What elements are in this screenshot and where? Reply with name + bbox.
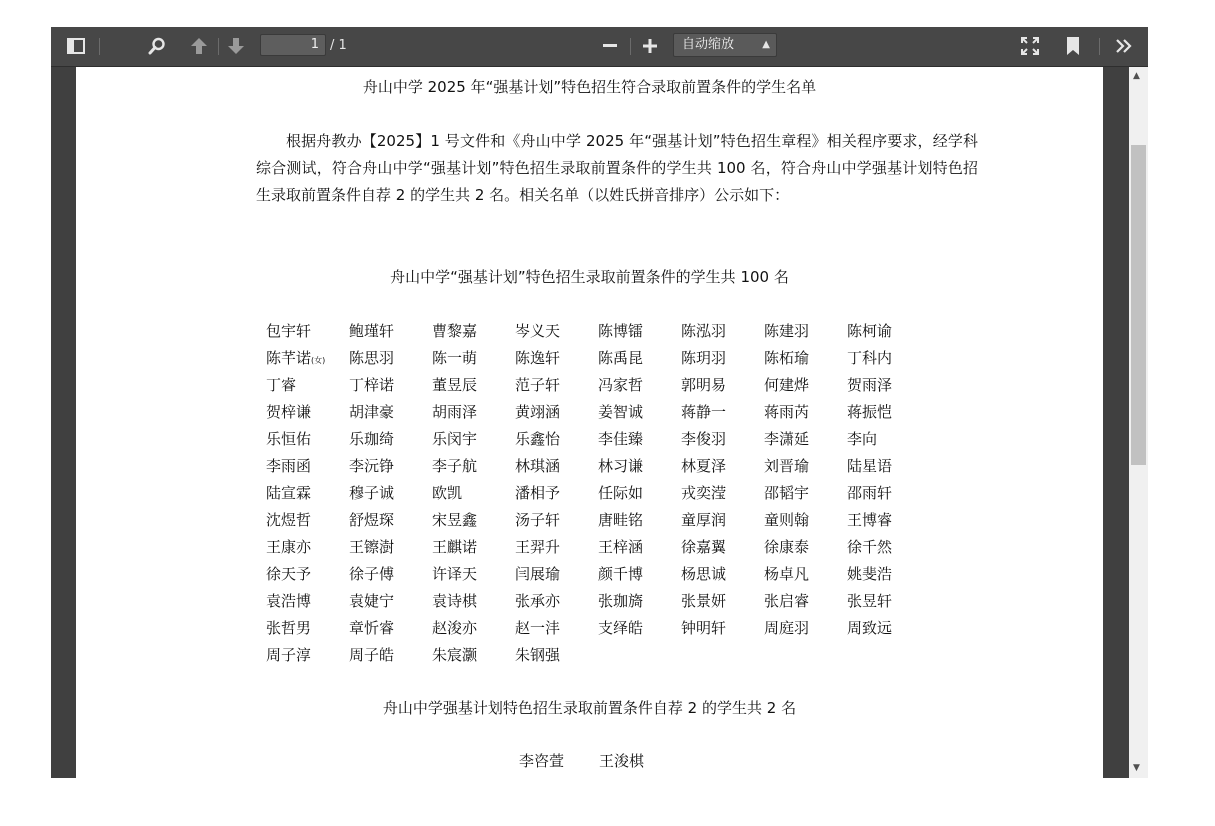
student-name-text: 童则翰	[764, 511, 810, 529]
next-page-icon[interactable]	[225, 35, 247, 57]
student-name-text: 杨思诚	[681, 565, 727, 583]
student-name-text: 朱宸灏	[432, 646, 478, 664]
student-name	[349, 617, 394, 638]
pdf-viewer	[51, 27, 1148, 778]
student-name-text: 丁睿	[266, 376, 297, 394]
student-name-text: 冯家哲	[598, 376, 644, 394]
document-title: 舟山中学 2025 年“强基计划”特色招生符合录取前置条件的学生名单	[362, 78, 817, 96]
student-name-text: 王康亦	[266, 538, 312, 556]
student-name-text: 戎奕滢	[681, 484, 727, 502]
student-name	[515, 428, 560, 449]
student-name-text: 章忻睿	[349, 619, 395, 637]
student-name	[764, 509, 809, 530]
student-name	[266, 320, 311, 341]
bookmark-icon[interactable]	[1063, 35, 1083, 57]
student-name	[681, 320, 726, 341]
student-name	[598, 347, 643, 368]
student-name	[847, 563, 892, 584]
student-name-text: 蒋雨芮	[764, 403, 810, 421]
student-name	[598, 482, 643, 503]
student-name	[349, 536, 394, 557]
student-name-text: 乐闵宇	[432, 430, 478, 448]
student-name-text: 张珈旖	[598, 592, 644, 610]
student-name	[681, 428, 726, 449]
student-name	[764, 536, 809, 557]
student-name-text: 陆宣霖	[266, 484, 312, 502]
student-name	[432, 401, 477, 422]
student-name-text: 朱钢强	[515, 646, 561, 664]
student-name-text: 林琪涵	[515, 457, 561, 475]
student-name	[432, 617, 477, 638]
student-name-text: 蒋振恺	[847, 403, 893, 421]
student-name-text: 舒煜琛	[349, 511, 395, 529]
student-name	[349, 374, 394, 395]
student-name-text: 胡雨泽	[432, 403, 478, 421]
student-name-text: 王博睿	[847, 511, 893, 529]
student-name-text: 李潇延	[764, 430, 810, 448]
student-name-text: 张哲男	[266, 619, 312, 637]
student-name-text: 任际如	[598, 484, 644, 502]
student-name	[598, 455, 643, 476]
student-name	[681, 347, 726, 368]
student-name	[515, 644, 560, 665]
student-name-text: 王麒诺	[432, 538, 478, 556]
student-name-text: 李佳臻	[598, 430, 644, 448]
student-name-text: 陈泓羽	[681, 322, 727, 340]
student-name	[764, 617, 809, 638]
student-name-text: 陈一萌	[432, 349, 478, 367]
student-name	[764, 320, 809, 341]
student-name	[266, 428, 311, 449]
toolbar	[51, 27, 1148, 67]
student-name	[847, 455, 892, 476]
student-name-text: 贺雨泽	[847, 376, 893, 394]
student-name-text: 张启睿	[764, 592, 810, 610]
student-name	[349, 644, 394, 665]
student-name	[681, 509, 726, 530]
student-name-text: 王羿升	[515, 538, 561, 556]
student-name	[847, 590, 892, 611]
student-name	[266, 617, 311, 638]
student-name	[349, 428, 394, 449]
student-name	[681, 590, 726, 611]
student-name	[349, 509, 394, 530]
student-name	[681, 617, 726, 638]
student-name	[432, 455, 477, 476]
student-name	[266, 482, 311, 503]
student-name	[432, 374, 477, 395]
student-name-text: 张景妍	[681, 592, 727, 610]
student-name-text: 林习谦	[598, 457, 644, 475]
student-name-text: 李雨函	[266, 457, 312, 475]
zoom-select-value: 自动缩放	[682, 37, 735, 52]
student-name	[764, 374, 809, 395]
scroll-up-icon[interactable]: ▲	[1133, 71, 1140, 81]
chevron-updown-icon: ▲	[762, 39, 770, 50]
student-name-text: 袁婕宁	[349, 592, 395, 610]
student-name-text: 沈煜哲	[266, 511, 312, 529]
student-name	[598, 401, 643, 422]
student-name	[515, 347, 560, 368]
student-name-text: 乐鑫怡	[515, 430, 561, 448]
student-name-text: 王镲澍	[349, 538, 395, 556]
student-name	[266, 509, 311, 530]
student-name	[515, 320, 560, 341]
student-name	[515, 455, 560, 476]
zoom-select[interactable]	[673, 33, 777, 57]
student-name-text: 范子轩	[515, 376, 561, 394]
student-name	[349, 590, 394, 611]
student-name	[432, 347, 477, 368]
student-name-text: 袁诗棋	[432, 592, 478, 610]
student-name-text: 丁科内	[847, 349, 893, 367]
student-name-text: 赵浚亦	[432, 619, 478, 637]
student-name	[764, 563, 809, 584]
student-name-text: 郭明易	[681, 376, 727, 394]
student-name-text: 童厚润	[681, 511, 727, 529]
student-name	[764, 482, 809, 503]
student-name-text: 赵一沣	[515, 619, 561, 637]
student-name-text: 刘晋瑜	[764, 457, 810, 475]
student-name-text: 丁梓诺	[349, 376, 395, 394]
student-name-text: 邵雨轩	[847, 484, 893, 502]
toolbar-separator	[1099, 38, 1100, 55]
student-name	[598, 590, 643, 611]
student-name	[764, 590, 809, 611]
student-name	[349, 320, 394, 341]
student-name	[847, 617, 892, 638]
student-name-text: 蒋静一	[681, 403, 727, 421]
student-name	[847, 428, 877, 449]
student-name-text: 周致远	[847, 619, 893, 637]
student-name-text: 徐天予	[266, 565, 312, 583]
student-name	[432, 644, 477, 665]
student-name	[847, 320, 892, 341]
section1-title: 舟山中学“强基计划”特色招生录取前置条件的学生共 100 名	[390, 268, 789, 286]
page-count: / 1	[330, 38, 347, 53]
student-name	[598, 320, 643, 341]
student-name	[515, 536, 560, 557]
student-name-text: 董昱辰	[432, 376, 478, 394]
student-name-text: 曹黎嘉	[432, 322, 478, 340]
student-name-text: 杨卓凡	[764, 565, 810, 583]
pdf-page	[76, 67, 1103, 778]
student-name	[598, 509, 643, 530]
student-name-text: 黄翊涵	[515, 403, 561, 421]
student-name	[681, 401, 726, 422]
student-name	[432, 590, 477, 611]
student-name	[598, 563, 643, 584]
student-name-text: 陈柘瑜	[764, 349, 810, 367]
tools-menu-icon[interactable]	[1113, 35, 1135, 57]
search-icon[interactable]	[146, 35, 168, 57]
page-number-input[interactable]: 1	[260, 34, 326, 56]
student-name-text: 陈芊诺	[266, 349, 312, 367]
student-name	[681, 563, 726, 584]
student-name	[681, 536, 726, 557]
name-note: (女)	[311, 356, 326, 365]
student-name	[432, 536, 477, 557]
student-name-text: 闫展瑜	[515, 565, 561, 583]
student-name-text: 岑义天	[515, 322, 561, 340]
student-name	[266, 563, 311, 584]
section2-title: 舟山中学强基计划特色招生录取前置条件自荐 2 的学生共 2 名	[382, 699, 797, 717]
student-name-text: 袁浩博	[266, 592, 312, 610]
student-name	[266, 347, 325, 368]
student-name-text: 何建烨	[764, 376, 810, 394]
student-name	[432, 509, 477, 530]
student-name-text: 陈建羽	[764, 322, 810, 340]
student-name	[847, 482, 892, 503]
student-name-text: 周子淳	[266, 646, 312, 664]
student-name	[847, 374, 892, 395]
student-name	[515, 617, 560, 638]
student-name-text: 汤子轩	[515, 511, 561, 529]
student-name	[847, 401, 892, 422]
student-name	[598, 617, 643, 638]
self-recommended-name: 李咨萱	[519, 752, 565, 770]
student-name	[266, 536, 311, 557]
student-name-text: 陈禹昆	[598, 349, 644, 367]
student-name	[847, 536, 892, 557]
student-name-text: 宋昱鑫	[432, 511, 478, 529]
student-name-text: 胡津豪	[349, 403, 395, 421]
student-name-text: 支绎皓	[598, 619, 644, 637]
student-name-text: 陈思羽	[349, 349, 395, 367]
presentation-mode-icon[interactable]	[1019, 35, 1041, 57]
student-name-text: 陈玥羽	[681, 349, 727, 367]
student-name-text: 李沅铮	[349, 457, 395, 475]
toolbar-separator	[630, 38, 631, 55]
student-name	[515, 482, 560, 503]
student-name	[266, 455, 311, 476]
student-name	[764, 401, 809, 422]
student-name	[681, 374, 726, 395]
student-name-text: 包宇轩	[266, 322, 312, 340]
document-paragraph	[256, 128, 978, 209]
student-name-text: 陆星语	[847, 457, 893, 475]
student-name-text: 林夏泽	[681, 457, 727, 475]
student-name-text: 唐畦铭	[598, 511, 644, 529]
student-name	[515, 590, 560, 611]
zoom-out-icon[interactable]	[600, 35, 620, 57]
student-name-text: 姜智诚	[598, 403, 644, 421]
student-name-text: 姚斐浩	[847, 565, 893, 583]
student-name-text: 张昱轩	[847, 592, 893, 610]
student-name-text: 颜千博	[598, 565, 644, 583]
previous-page-icon[interactable]	[188, 35, 210, 57]
student-name	[266, 590, 311, 611]
student-name-text: 王梓涵	[598, 538, 644, 556]
student-name-text: 许译天	[432, 565, 478, 583]
student-name	[764, 428, 809, 449]
scrollbar[interactable]	[1129, 67, 1148, 778]
student-name	[598, 536, 643, 557]
student-name	[349, 347, 394, 368]
student-name	[764, 455, 809, 476]
student-name-text: 徐子傅	[349, 565, 395, 583]
student-name	[432, 482, 462, 503]
student-name	[598, 428, 643, 449]
student-name	[598, 374, 643, 395]
student-name	[515, 563, 560, 584]
student-name	[515, 401, 560, 422]
student-name	[266, 374, 296, 395]
student-name-text: 周子皓	[349, 646, 395, 664]
toolbar-separator	[99, 38, 100, 55]
student-name-text: 徐康泰	[764, 538, 810, 556]
paragraph-text: 根据舟教办【2025】1 号文件和《舟山中学 2025 年“强基计划”特色招生章程》相关程序要求，经学科综合测试，符合舟山中学“强基计划”特色招生录取前置条件的学生共 100 名，符合舟山中学强基计划特色招生录取前置条件自荐 2 的学生共 2 名。相关名单（以姓氏拼音排序）公示如下：	[256, 132, 978, 204]
student-name-text: 陈博镭	[598, 322, 644, 340]
student-name-text: 徐嘉翼	[681, 538, 727, 556]
student-name	[681, 455, 726, 476]
self-recommended-name: 王浚棋	[599, 752, 645, 770]
student-name	[349, 401, 394, 422]
student-name	[515, 509, 560, 530]
student-name-text: 潘相予	[515, 484, 561, 502]
student-name	[847, 347, 892, 368]
student-name-text: 钟明轩	[681, 619, 727, 637]
student-name-text: 陈柯谕	[847, 322, 893, 340]
student-name	[515, 374, 560, 395]
student-name-text: 李向	[847, 430, 878, 448]
student-name	[847, 509, 892, 530]
toolbar-separator	[218, 38, 219, 55]
student-name	[266, 644, 311, 665]
student-name	[432, 563, 477, 584]
student-name-text: 乐珈绮	[349, 430, 395, 448]
student-name	[349, 563, 394, 584]
student-name-text: 张承亦	[515, 592, 561, 610]
student-name	[349, 482, 394, 503]
student-name	[349, 455, 394, 476]
student-name	[681, 482, 726, 503]
zoom-in-icon[interactable]	[640, 35, 660, 57]
student-name-text: 鲍瑾轩	[349, 322, 395, 340]
student-name	[432, 320, 477, 341]
student-name	[266, 401, 311, 422]
student-name-text: 贺梓谦	[266, 403, 312, 421]
student-name-text: 徐千然	[847, 538, 893, 556]
scroll-thumb[interactable]	[1131, 145, 1146, 465]
student-name-text: 欧凯	[432, 484, 463, 502]
student-name-text: 邵韬宇	[764, 484, 810, 502]
student-name	[764, 347, 809, 368]
scroll-down-icon[interactable]: ▼	[1133, 763, 1140, 773]
sidebar-toggle-icon[interactable]	[65, 35, 87, 57]
student-name-text: 周庭羽	[764, 619, 810, 637]
student-name	[432, 428, 477, 449]
student-name-text: 陈逸轩	[515, 349, 561, 367]
student-name-text: 李子航	[432, 457, 478, 475]
student-name-text: 李俊羽	[681, 430, 727, 448]
student-name-text: 穆子诚	[349, 484, 395, 502]
student-name-text: 乐恒佑	[266, 430, 312, 448]
